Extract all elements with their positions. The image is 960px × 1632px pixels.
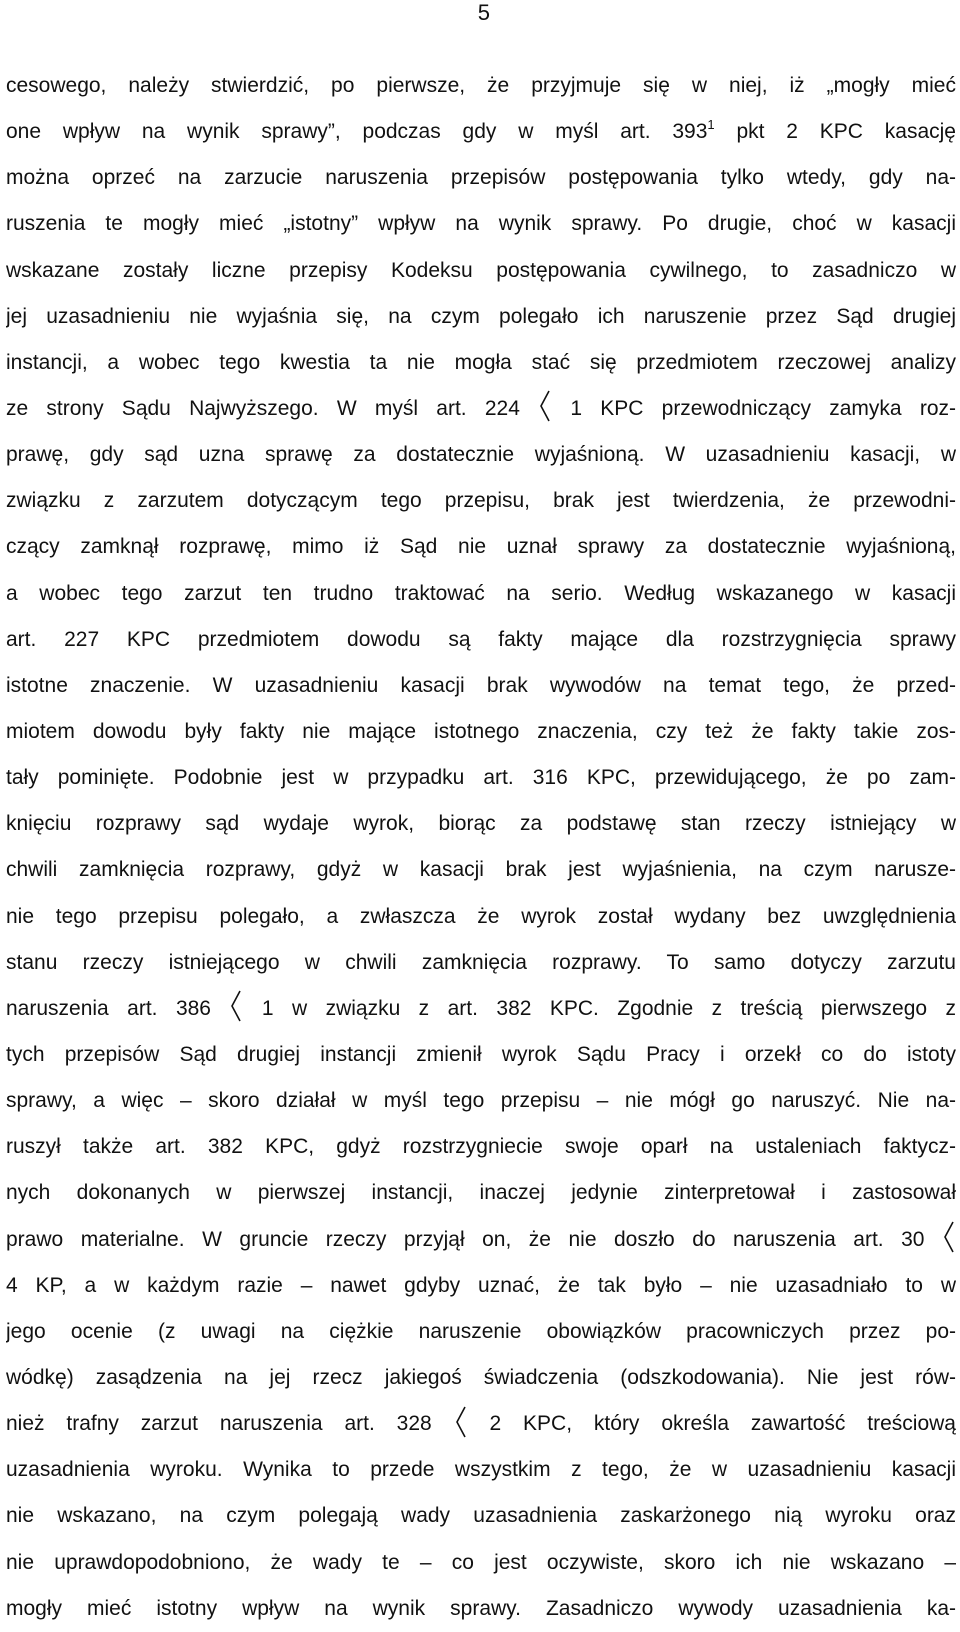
text-line: [6, 1447, 956, 1493]
text-line: [6, 386, 956, 432]
line-text: 1 w związku z art. 382 KPC. Zgodnie z treścią pierwszego z: [243, 996, 956, 1020]
line-text: tych przepisów Sąd drugiej instancji zmienił wyrok Sądu Pracy i orzekł co do istoty: [6, 1042, 956, 1066]
line-text: knięciu rozprawy sąd wydaje wyrok, biorąc za podstawę stan rzeczy istniejący w: [6, 812, 956, 836]
text-line: [6, 847, 956, 893]
line-text: naruszenia art. 386: [6, 996, 230, 1020]
text-line: [6, 294, 956, 340]
text-line: [6, 986, 956, 1032]
line-text: nie wskazano, na czym polegają wady uzasadnienia zaskarżonego nią wyroku oraz: [6, 1504, 956, 1528]
line-text: cesowego, należy stwierdzić, po pierwsze, że przyjmuje się w niej, iż „mogły mieć: [6, 74, 956, 97]
text-line: [6, 1540, 956, 1586]
text-line: [6, 201, 956, 247]
text-line: [6, 1032, 956, 1078]
text-line: [6, 894, 956, 940]
text-line: [6, 709, 956, 755]
text-line: [6, 109, 956, 155]
text-line: [6, 940, 956, 986]
text-line: [6, 1586, 956, 1632]
text-line: [6, 801, 956, 847]
text-line: [6, 1170, 956, 1216]
line-text: a wobec tego zarzut ten trudno traktować na serio. Według wskazanego w kasacji: [6, 581, 956, 605]
text-line: [6, 432, 956, 478]
section-mark-icon: [454, 1405, 468, 1439]
line-text: instancji, a wobec tego kwestia ta nie mogła stać się przedmiotem rzeczowej analizy: [6, 350, 956, 374]
text-line: [6, 248, 956, 294]
text-line: [6, 1078, 956, 1124]
text-line: [6, 155, 956, 201]
text-line: [6, 1124, 956, 1170]
line-text: ruszenia te mogły mieć „istotny” wpływ na wynik sprawy. Po drugie, choć w kasacji: [6, 212, 956, 236]
line-text: 2 KPC, który określa zawartość treściową: [467, 1412, 956, 1436]
line-text: można oprzeć na zarzucie naruszenia przepisów postępowania tylko wtedy, gdy na-: [6, 166, 956, 190]
line-text: prawo materialne. W gruncie rzeczy przyjął on, że nie doszło do naruszenia art. 30: [6, 1227, 942, 1251]
line-text: nie uprawdopodobniono, że wady te – co jest oczywiste, skoro ich nie wskazano –: [6, 1550, 956, 1574]
line-text: pkt 2 KPC kasację: [714, 120, 956, 144]
line-text: jego ocenie (z uwagi na ciężkie naruszenie obowiązków pracowniczych przez po-: [6, 1319, 956, 1343]
line-text: uzasadnienia wyroku. Wynika to przede wszystkim z tego, że w uzasadnieniu kasacji: [6, 1458, 956, 1482]
line-text: ze strony Sądu Najwyższego. W myśl art. 224: [6, 396, 539, 420]
text-line: [6, 755, 956, 801]
line-text: mogły mieć istotny wpływ na wynik sprawy. Zasadniczo wywody uzasadnienia ka-: [6, 1596, 956, 1620]
text-line: [6, 478, 956, 524]
line-text: one wpływ na wynik sprawy”, podczas gdy w myśl art. 393: [6, 120, 708, 144]
section-mark-icon: [538, 389, 552, 423]
page-number: 5: [477, 0, 490, 25]
line-text: ruszył także art. 382 KPC, gdyż rozstrzygniecie swoje oparł na ustaleniach faktycz-: [6, 1135, 956, 1159]
text-line: [6, 663, 956, 709]
line-text: istotne znaczenie. W uzasadnieniu kasacji brak wywodów na temat tego, że przed-: [6, 673, 956, 697]
line-text: chwili zamknięcia rozprawy, gdyż w kasacji brak jest wyjaśnienia, na czym narusze-: [6, 858, 956, 882]
text-line: [6, 1309, 956, 1355]
text-line: [6, 1355, 956, 1401]
text-line: [6, 524, 956, 570]
text-line: [6, 340, 956, 386]
line-text: miotem dowodu były fakty nie mające istotnego znaczenia, czy też że fakty takie zos-: [6, 719, 956, 743]
section-mark-icon: [229, 989, 243, 1023]
line-text: związku z zarzutem dotyczącym tego przepisu, brak jest twierdzenia, że przewodni-: [6, 489, 956, 513]
line-text: prawę, gdy sąd uzna sprawę za dostatecznie wyjaśnioną. W uzasadnieniu kasacji, w: [6, 443, 956, 467]
line-text: art. 227 KPC przedmiotem dowodu są fakty mające dla rozstrzygnięcia sprawy: [6, 627, 956, 651]
line-text: wskazane zostały liczne przepisy Kodeksu postępowania cywilnego, to zasadniczo w: [6, 258, 956, 282]
text-line: [6, 1217, 956, 1263]
line-text: nież trafny zarzut naruszenia art. 328: [6, 1412, 454, 1436]
line-text: nych dokonanych w pierwszej instancji, inaczej jedynie zinterpretował i zastosował: [6, 1181, 956, 1205]
text-line: [6, 617, 956, 663]
text-line: [6, 571, 956, 617]
line-text: jej uzasadnieniu nie wyjaśnia się, na czym polegało ich naruszenie przez Sąd drugiej: [6, 304, 956, 328]
document-body: [6, 63, 956, 1632]
text-line: [6, 63, 956, 109]
line-text: 4 KP, a w każdym razie – nawet gdyby uznać, że tak było – nie uzasadniało to w: [6, 1273, 956, 1297]
superscript: 1: [707, 117, 715, 133]
line-text: sprawy, a więc – skoro działał w myśl tego przepisu – nie mógł go naruszyć. Nie na-: [6, 1089, 956, 1113]
line-text: nie tego przepisu polegało, a zwłaszcza że wyrok został wydany bez uwzględnienia: [6, 904, 956, 928]
text-line: [6, 1493, 956, 1539]
section-mark-icon: [942, 1220, 956, 1254]
line-text: czący zamknął rozprawę, mimo iż Sąd nie uznał sprawy za dostatecznie wyjaśnioną,: [6, 535, 956, 559]
line-text: stanu rzeczy istniejącego w chwili zamknięcia rozprawy. To samo dotyczy zarzutu: [6, 950, 956, 974]
text-line: [6, 1263, 956, 1309]
line-text: wódkę) zasądzenia na jej rzecz jakiegoś świadczenia (odszkodowania). Nie jest rów-: [6, 1365, 956, 1389]
text-line: [6, 1401, 956, 1447]
line-text: 1 KPC przewodniczący zamyka roz-: [552, 396, 956, 420]
line-text: tały pominięte. Podobnie jest w przypadku art. 316 KPC, przewidującego, że po zam-: [6, 766, 956, 790]
